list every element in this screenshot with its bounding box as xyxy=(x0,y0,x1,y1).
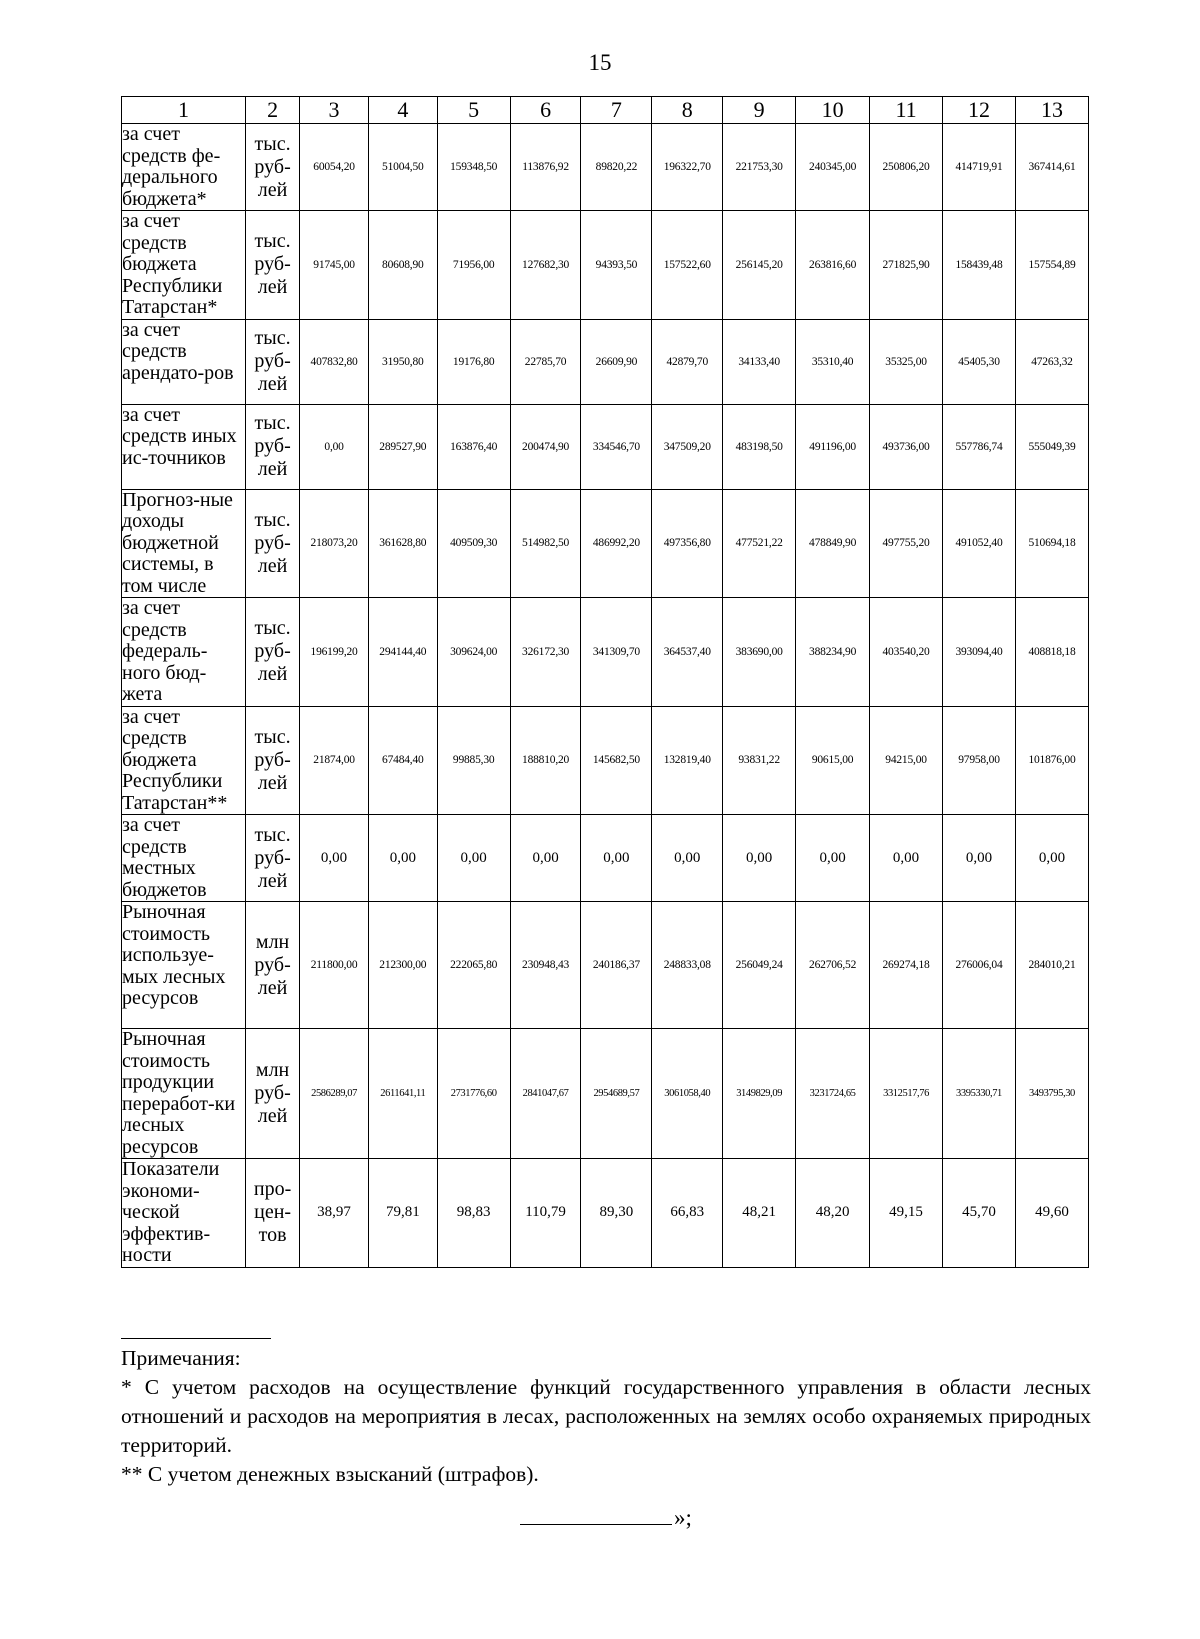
table-cell: 35325,00 xyxy=(870,319,943,404)
table-cell: 157522,60 xyxy=(652,211,723,320)
table-cell: 478849,90 xyxy=(796,489,870,598)
end-underline xyxy=(520,1524,672,1525)
notes-title: Примечания: xyxy=(121,1346,241,1370)
table-cell: 48,20 xyxy=(796,1159,870,1268)
column-header-9: 9 xyxy=(723,97,796,124)
note-item-2: ** С учетом денежных взысканий (штрафов). xyxy=(121,1462,539,1486)
table-cell: 101876,00 xyxy=(1015,706,1088,815)
table-cell: 3149829,09 xyxy=(723,1029,796,1159)
table-row xyxy=(122,124,1089,211)
table-row xyxy=(122,706,1089,815)
table-cell: 45,70 xyxy=(943,1159,1016,1268)
notes-section xyxy=(121,1344,1091,1489)
table-cell: 71956,00 xyxy=(437,211,510,320)
table-cell: 0,00 xyxy=(796,815,870,902)
table-cell: 3312517,76 xyxy=(870,1029,943,1159)
table-cell: 408818,18 xyxy=(1015,598,1088,707)
table-cell: 196199,20 xyxy=(300,598,369,707)
column-header-2: 2 xyxy=(246,97,300,124)
table-cell: 383690,00 xyxy=(723,598,796,707)
column-header-13: 13 xyxy=(1015,97,1088,124)
table-cell: 0,00 xyxy=(943,815,1016,902)
table-cell: 510694,18 xyxy=(1015,489,1088,598)
table-cell: 3231724,65 xyxy=(796,1029,870,1159)
table-cell: 326172,30 xyxy=(510,598,581,707)
row-unit: про-цен-тов xyxy=(246,1159,300,1268)
table-cell: 221753,30 xyxy=(723,124,796,211)
column-header-5: 5 xyxy=(437,97,510,124)
table-cell: 388234,90 xyxy=(796,598,870,707)
table-cell: 38,97 xyxy=(300,1159,369,1268)
table-cell: 21874,00 xyxy=(300,706,369,815)
notes-divider xyxy=(121,1338,271,1339)
row-unit: тыс. руб-лей xyxy=(246,598,300,707)
table-row xyxy=(122,319,1089,404)
column-number-row xyxy=(122,97,1089,124)
table-cell: 60054,20 xyxy=(300,124,369,211)
table-cell: 407832,80 xyxy=(300,319,369,404)
table-cell: 276006,04 xyxy=(943,902,1016,1029)
table-cell: 364537,40 xyxy=(652,598,723,707)
row-label: за счет средств бюджета Республики Татарстан** xyxy=(122,706,246,815)
table-cell: 90615,00 xyxy=(796,706,870,815)
column-header-7: 7 xyxy=(581,97,652,124)
table-cell: 557786,74 xyxy=(943,404,1016,489)
table-cell: 66,83 xyxy=(652,1159,723,1268)
table-cell: 22785,70 xyxy=(510,319,581,404)
table-row xyxy=(122,211,1089,320)
table-cell: 250806,20 xyxy=(870,124,943,211)
table-cell: 491052,40 xyxy=(943,489,1016,598)
table-cell: 256049,24 xyxy=(723,902,796,1029)
table-cell: 248833,08 xyxy=(652,902,723,1029)
table-cell: 0,00 xyxy=(870,815,943,902)
table-cell: 110,79 xyxy=(510,1159,581,1268)
table-cell: 0,00 xyxy=(510,815,581,902)
table-row xyxy=(122,1029,1089,1159)
table-cell: 49,15 xyxy=(870,1159,943,1268)
table-cell: 145682,50 xyxy=(581,706,652,815)
column-header-11: 11 xyxy=(870,97,943,124)
row-label: за счет средств бюджета Республики Татарстан* xyxy=(122,211,246,320)
row-label: за счет средств местных бюджетов xyxy=(122,815,246,902)
column-header-6: 6 xyxy=(510,97,581,124)
table-cell: 289527,90 xyxy=(368,404,437,489)
table-cell: 91745,00 xyxy=(300,211,369,320)
table-cell: 49,60 xyxy=(1015,1159,1088,1268)
table-cell: 26609,90 xyxy=(581,319,652,404)
table-cell: 158439,48 xyxy=(943,211,1016,320)
table-cell: 127682,30 xyxy=(510,211,581,320)
table-cell: 269274,18 xyxy=(870,902,943,1029)
row-unit: тыс. руб-лей xyxy=(246,211,300,320)
row-unit: тыс. руб-лей xyxy=(246,815,300,902)
row-label: за счет средств арендато-ров xyxy=(122,319,246,404)
column-header-12: 12 xyxy=(943,97,1016,124)
table-cell: 200474,90 xyxy=(510,404,581,489)
row-unit: млн руб-лей xyxy=(246,902,300,1029)
row-unit: тыс. руб-лей xyxy=(246,404,300,489)
table-cell: 341309,70 xyxy=(581,598,652,707)
table-cell: 159348,50 xyxy=(437,124,510,211)
table-cell: 97958,00 xyxy=(943,706,1016,815)
table-cell: 491196,00 xyxy=(796,404,870,489)
table-cell: 367414,61 xyxy=(1015,124,1088,211)
end-quote: »; xyxy=(674,1505,692,1530)
row-unit: тыс. руб-лей xyxy=(246,319,300,404)
table-row xyxy=(122,404,1089,489)
table-cell: 294144,40 xyxy=(368,598,437,707)
table-cell: 163876,40 xyxy=(437,404,510,489)
table-cell: 222065,80 xyxy=(437,902,510,1029)
row-label: за счет средств фе-дерального бюджета* xyxy=(122,124,246,211)
table-cell: 79,81 xyxy=(368,1159,437,1268)
table-cell: 263816,60 xyxy=(796,211,870,320)
table-cell: 230948,43 xyxy=(510,902,581,1029)
row-label: за счет средств федераль-ного бюд-жета xyxy=(122,598,246,707)
table-cell: 99885,30 xyxy=(437,706,510,815)
table-cell: 42879,70 xyxy=(652,319,723,404)
table-cell: 218073,20 xyxy=(300,489,369,598)
table-cell: 0,00 xyxy=(581,815,652,902)
row-label: за счет средств иных ис-точников xyxy=(122,404,246,489)
table-cell: 493736,00 xyxy=(870,404,943,489)
row-unit: тыс. руб-лей xyxy=(246,706,300,815)
table-row xyxy=(122,902,1089,1029)
table-cell: 3395330,71 xyxy=(943,1029,1016,1159)
table-cell: 89,30 xyxy=(581,1159,652,1268)
forecast-table xyxy=(121,96,1089,1268)
table-cell: 262706,52 xyxy=(796,902,870,1029)
table-cell: 67484,40 xyxy=(368,706,437,815)
row-unit: тыс. руб-лей xyxy=(246,489,300,598)
table-cell: 0,00 xyxy=(300,815,369,902)
row-label: Рыночная стоимость продукции переработ-ки лесных ресурсов xyxy=(122,1029,246,1159)
table-cell: 486992,20 xyxy=(581,489,652,598)
table-cell: 3061058,40 xyxy=(652,1029,723,1159)
table-cell: 334546,70 xyxy=(581,404,652,489)
column-header-10: 10 xyxy=(796,97,870,124)
table-cell: 93831,22 xyxy=(723,706,796,815)
table-cell: 0,00 xyxy=(300,404,369,489)
table-cell: 98,83 xyxy=(437,1159,510,1268)
column-header-1: 1 xyxy=(122,97,246,124)
table-row xyxy=(122,1159,1089,1268)
table-cell: 497755,20 xyxy=(870,489,943,598)
table-cell: 89820,22 xyxy=(581,124,652,211)
table-cell: 497356,80 xyxy=(652,489,723,598)
column-header-4: 4 xyxy=(368,97,437,124)
table-cell: 188810,20 xyxy=(510,706,581,815)
table-cell: 284010,21 xyxy=(1015,902,1088,1029)
table-cell: 212300,00 xyxy=(368,902,437,1029)
table-cell: 414719,91 xyxy=(943,124,1016,211)
table-cell: 477521,22 xyxy=(723,489,796,598)
table-cell: 409509,30 xyxy=(437,489,510,598)
table-cell: 94393,50 xyxy=(581,211,652,320)
table-body xyxy=(122,124,1089,1268)
table-cell: 555049,39 xyxy=(1015,404,1088,489)
table-cell: 347509,20 xyxy=(652,404,723,489)
table-cell: 113876,92 xyxy=(510,124,581,211)
table-cell: 271825,90 xyxy=(870,211,943,320)
table-cell: 45405,30 xyxy=(943,319,1016,404)
table-cell: 2611641,11 xyxy=(368,1029,437,1159)
table-cell: 0,00 xyxy=(437,815,510,902)
table-row xyxy=(122,815,1089,902)
table-cell: 196322,70 xyxy=(652,124,723,211)
table-cell: 403540,20 xyxy=(870,598,943,707)
row-label: Рыночная стоимость используе-мых лесных ресурсов xyxy=(122,902,246,1029)
note-item-1: * С учетом расходов на осуществление функций государственного управления в области лесных отношений и расходов на мероприятия в лесах, расположенных на землях особо охраняемых природных территорий. xyxy=(121,1375,1091,1457)
table-cell: 256145,20 xyxy=(723,211,796,320)
table-cell: 2841047,67 xyxy=(510,1029,581,1159)
table-row xyxy=(122,489,1089,598)
table-cell: 31950,80 xyxy=(368,319,437,404)
column-header-8: 8 xyxy=(652,97,723,124)
row-unit: млн руб-лей xyxy=(246,1029,300,1159)
column-header-3: 3 xyxy=(300,97,369,124)
table-cell: 361628,80 xyxy=(368,489,437,598)
table-cell: 240186,37 xyxy=(581,902,652,1029)
row-unit: тыс. руб-лей xyxy=(246,124,300,211)
row-label: Прогноз-ные доходы бюджетной системы, в том числе xyxy=(122,489,246,598)
table-cell: 393094,40 xyxy=(943,598,1016,707)
table-cell: 240345,00 xyxy=(796,124,870,211)
table-cell: 514982,50 xyxy=(510,489,581,598)
table-cell: 51004,50 xyxy=(368,124,437,211)
end-mark xyxy=(520,1505,692,1531)
table-cell: 0,00 xyxy=(1015,815,1088,902)
table-cell: 19176,80 xyxy=(437,319,510,404)
table-cell: 211800,00 xyxy=(300,902,369,1029)
table-cell: 3493795,30 xyxy=(1015,1029,1088,1159)
table-cell: 0,00 xyxy=(723,815,796,902)
table-cell: 35310,40 xyxy=(796,319,870,404)
table-cell: 94215,00 xyxy=(870,706,943,815)
table-cell: 2731776,60 xyxy=(437,1029,510,1159)
table-cell: 80608,90 xyxy=(368,211,437,320)
table-cell: 2586289,07 xyxy=(300,1029,369,1159)
table-cell: 34133,40 xyxy=(723,319,796,404)
row-label: Показатели экономи-ческой эффектив-ности xyxy=(122,1159,246,1268)
table-cell: 0,00 xyxy=(368,815,437,902)
table-cell: 47263,32 xyxy=(1015,319,1088,404)
table-cell: 309624,00 xyxy=(437,598,510,707)
page-number: 15 xyxy=(588,50,612,75)
table-cell: 48,21 xyxy=(723,1159,796,1268)
table-cell: 0,00 xyxy=(652,815,723,902)
table-cell: 483198,50 xyxy=(723,404,796,489)
table-row xyxy=(122,598,1089,707)
table-cell: 2954689,57 xyxy=(581,1029,652,1159)
table-cell: 157554,89 xyxy=(1015,211,1088,320)
table-cell: 132819,40 xyxy=(652,706,723,815)
